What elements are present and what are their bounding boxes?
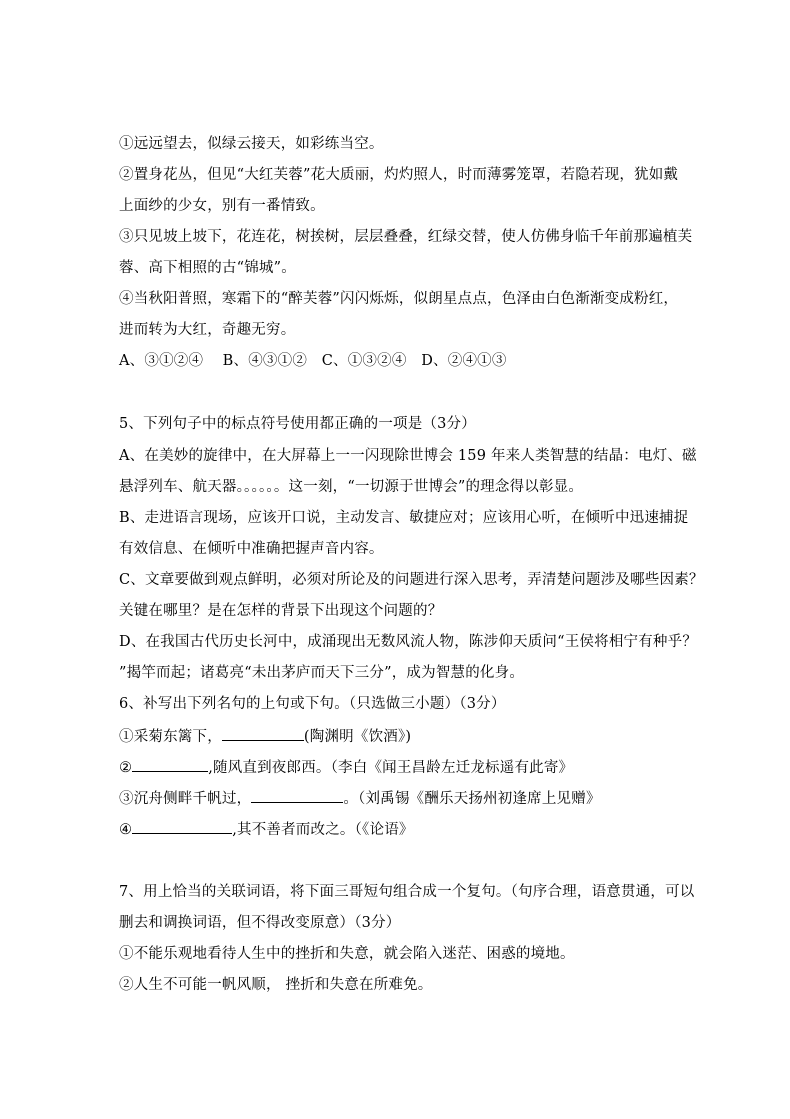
q6-item-3	[119, 788, 601, 809]
q5-option-b-line-1: B、走进语言现场，应该开口说，主动发言、敏捷应对；应该用心听，在倾听中迅速捕捉	[119, 510, 689, 526]
q4-options: A、③①②④ B、④③①② C、①③②④ D、②④①③	[119, 353, 507, 369]
q5-stem: 5、下列句子中的标点符号使用都正确的一项是（3分）	[119, 416, 476, 432]
q4-sentence-1: ①远远望去，似绿云接天，如彩练当空。	[119, 136, 384, 152]
q6-item-3-blank[interactable]	[251, 788, 343, 803]
q6-item-4	[119, 819, 414, 840]
q5-option-a-line-2: 悬浮列车、航天器。。。。。。这一刻，“一切源于世博会”的理念得以彰显。	[119, 479, 584, 495]
q4-sentence-3-line-2: 蓉、高下相照的古“锦城”。	[119, 260, 296, 276]
q4-sentence-2-line-1: ②置身花丛，但见“大红芙蓉”花大质丽，灼灼照人，时而薄雾笼罩，若隐若现，犹如戴	[119, 167, 679, 183]
q6-item-1-text: ①采菊东篱下，	[119, 729, 222, 745]
q6-item-4-blank[interactable]	[132, 819, 232, 834]
q6-item-2	[119, 757, 573, 778]
q7-item-1: ①不能乐观地看待人生中的挫折和失意，就会陷入迷茫、困惑的境地。	[119, 946, 575, 962]
q6-item-2-number: ②	[119, 760, 133, 776]
q6-item-4-number: ④	[119, 822, 133, 838]
q6-item-1-blank[interactable]	[222, 726, 304, 741]
q4-sentence-4-line-2: 进而转为大红，奇趣无穷。	[119, 322, 296, 338]
q5-option-a-line-1: A、在美妙的旋律中，在大屏幕上一一闪现除世博会 159 年来人类智慧的结晶：电灯、磁	[119, 448, 697, 464]
q6-item-3-source: 。（刘禹锡《酬乐天扬州初逢席上见赠》	[343, 791, 601, 807]
q6-item-1-source: (陶渊明《饮酒》)	[303, 729, 412, 745]
q6-item-4-text: ,其不善者而改之。（《论语》	[232, 822, 414, 838]
q7-item-2: ②人生不可能一帆风顺， 挫折和失意在所难免。	[119, 977, 433, 993]
q4-sentence-2-line-2: 上面纱的少女，别有一番情致。	[119, 198, 325, 214]
q4-sentence-4-line-1: ④当秋阳普照，寒霜下的“醉芙蓉”闪闪烁烁，似朗星点点，色泽由白色渐渐变成粉红，	[119, 291, 679, 307]
q6-item-3-text: ③沉舟侧畔千帆过，	[119, 791, 252, 807]
q6-item-1	[119, 726, 411, 747]
q5-option-c-line-1: C、文章要做到观点鲜明，必须对所论及的问题进行深入思考，弄清楚问题涉及哪些因素？	[119, 572, 704, 588]
q6-item-2-blank[interactable]	[132, 757, 208, 772]
q5-option-d-line-2: ”揭竿而起；诸葛亮“未出茅庐而天下三分”，成为智慧的化身。	[119, 665, 525, 681]
q6-stem: 6、补写出下列名句的上句或下句。（只选做三小题）（3分）	[119, 696, 506, 712]
q5-option-d-line-1: D、在我国古代历史长河中，成涌现出无数风流人物，陈涉仰天质问“王侯将相宁有种乎？	[119, 634, 698, 650]
q7-stem-line-2: 删去和调换词语，但不得改变原意）（3分）	[119, 915, 401, 931]
q5-option-c-line-2: 关键在哪里？是在怎样的背景下出现这个问题的？	[119, 603, 443, 619]
q7-stem-line-1: 7、用上恰当的关联词语，将下面三哥短句组合成一个复句。（句序合理，语意贯通，可以	[119, 884, 695, 900]
q6-item-2-text: ,随风直到夜郎西。（李白《闻王昌龄左迁龙标遥有此寄》	[208, 760, 574, 776]
q5-option-b-line-2: 有效信息、在倾听中准确把握声音内容。	[119, 541, 384, 557]
q4-sentence-3-line-1: ③只见坡上坡下，花连花，树挨树，层层叠叠，红绿交替，使人仿佛身临千年前那遍植芙	[119, 229, 693, 245]
